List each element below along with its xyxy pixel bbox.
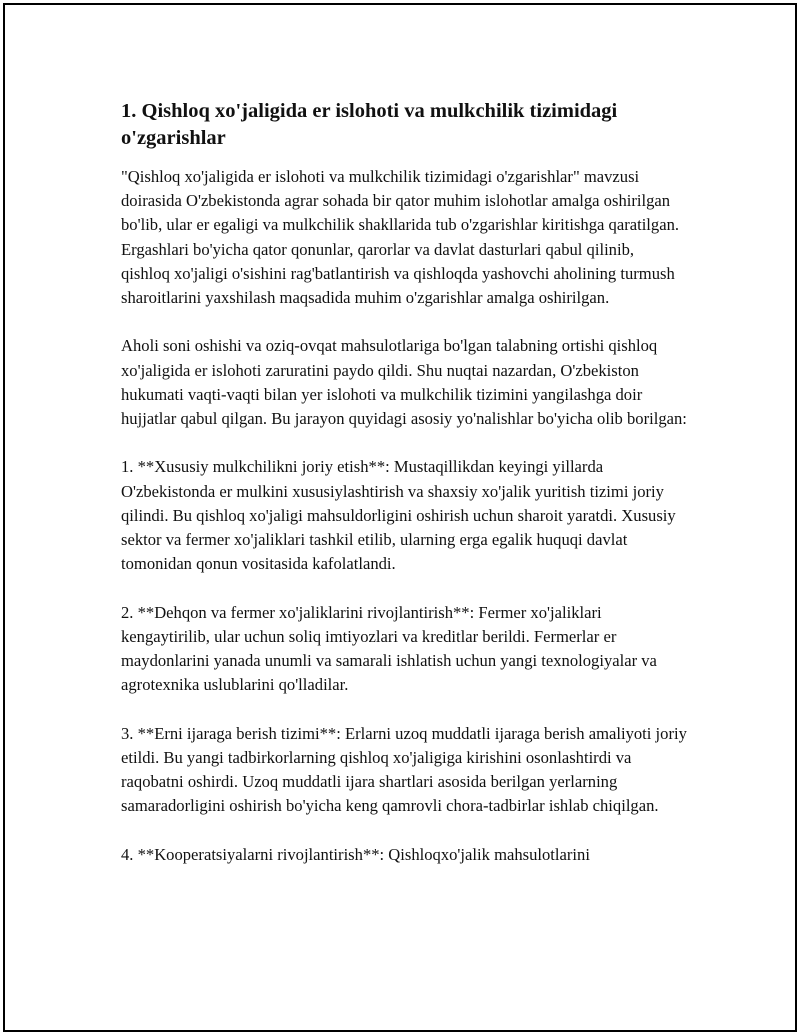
paragraph-point-1: 1. **Xususiy mulkchilikni joriy etish**: Mustaqillikdan keyingi yillarda O'zbekistonda er mulkini xususiylashtirish va shaxsiy xo'jalik yuritish tizimi joriy qilindi. Bu qishloq xo'jaligi mahsuldorligini oshirish uchun sharoit yaratdi. Xususiy sektor va fermer xo'jaliklari tashkil etilib, ularning erga egalik huquqi davlat tomonidan qonun vositasida kafolatlandi. (121, 457, 676, 574)
paragraph-intro: "Qishloq xo'jaligida er islohoti va mulkchilik tizimidagi o'zgarishlar" mavzusi doirasida O'zbekistonda agrar sohada bir qator muhim islohotlar amalga oshirilgan bo'lib, ular er egaligi va mulkchilik shakllarida tub o'zgarishlar kiritishga qaratilgan. Ergashlari bo'yicha qator qonunlar, qarorlar va davlat dasturlari qabul qilinib, qishloq xo'jaligi o'sishini rag'batlantirish va qishloqda yashovchi aholining turmush sharoitlarini yaxshilash maqsadida muhim o'zgarishlar amalga oshirilgan. (121, 167, 680, 308)
paragraph-point-2: 2. **Dehqon va fermer xo'jaliklarini rivojlantirish**: Fermer xo'jaliklari kengaytirilib, ular uchun soliq imtiyozlari va kreditlar berildi. Fermerlar er maydonlarini yanada unumli va samarali ishlatish uchun yangi texnologiyalar va agrotexnika uslublarini qo'lladilar. (121, 602, 657, 695)
paragraph-point-3: 3. **Erni ijaraga berish tizimi**: Erlarni uzoq muddatli ijaraga berish amaliyoti joriy etildi. Bu yangi tadbirkorlarning qishloq xo'jaligiga kirishini osonlashtirdi va raqobatni oshirdi. Uzoq muddatli ijara shartlari asosida berilgan yerlarning samaradorligini oshirish bo'yicha keng qamrovli chora-tadbirlar ishlab chiqilgan. (121, 723, 687, 816)
page-frame (3, 3, 797, 1032)
paragraph-point-4: 4. **Kooperatsiyalarni rivojlantirish**: Qishloqxo'jalik mahsulotlarini (121, 844, 590, 864)
section-heading: 1. Qishloq xo'jaligida er islohoti va mulkchilik tizimidagi o'zgarishlar (121, 100, 618, 149)
paragraph-context: Aholi soni oshishi va oziq-ovqat mahsulotlariga bo'lgan talabning ortishi qishloq xo'jaligida er islohoti zaruratini paydo qildi. Shu nuqtai nazardan, O'zbekiston hukumati vaqti-vaqti bilan yer islohoti va mulkchilik tizimini yangilashga doir hujjatlar qabul qilgan. Bu jarayon quyidagi asosiy yo'nalishlar bo'yicha olib borilgan: (121, 336, 687, 429)
document-body (121, 98, 687, 891)
